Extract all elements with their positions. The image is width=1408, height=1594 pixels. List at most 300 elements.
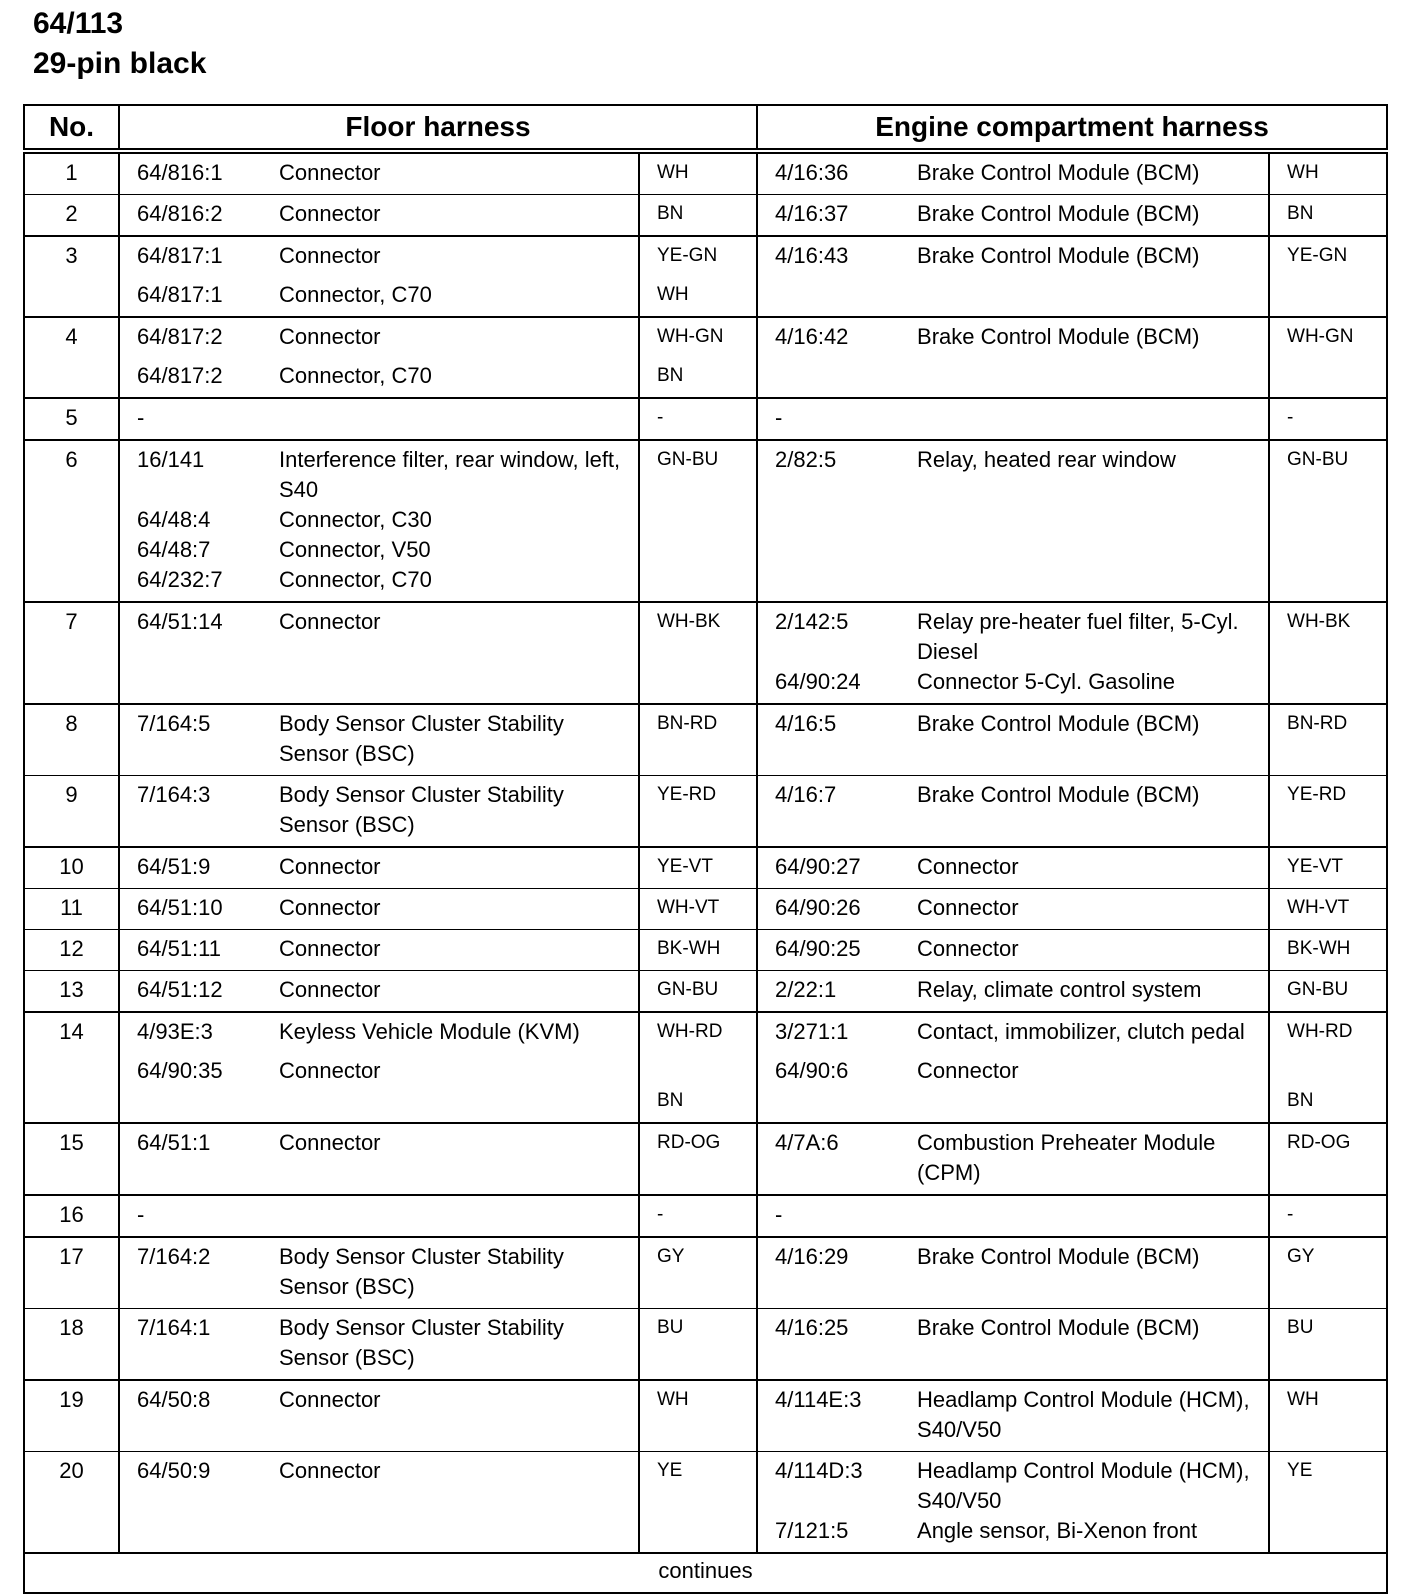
pin-number: 20 (24, 1452, 119, 1554)
floor-part-desc: Connector (279, 854, 381, 879)
engine-part (758, 709, 1268, 739)
floor-part-desc: Body Sensor Cluster Stability Sensor (BSC) (279, 1315, 564, 1370)
floor-parts (119, 1195, 639, 1237)
pin-number: 16 (24, 1195, 119, 1237)
floor-part-desc: Connector, C70 (279, 363, 432, 388)
floor-part-id: 7/164:1 (137, 1315, 211, 1340)
pin-number: 8 (24, 704, 119, 776)
floor-part (120, 1128, 638, 1158)
table-row (24, 602, 1387, 704)
floor-part (120, 780, 638, 840)
floor-part (120, 852, 638, 882)
engine-part-id: 2/82:5 (775, 447, 837, 472)
floor-parts (119, 1123, 639, 1195)
engine-part (758, 1056, 1268, 1086)
floor-part-id: 64/48:7 (137, 537, 211, 562)
engine-part-desc: Brake Control Module (BCM) (917, 160, 1200, 185)
pin-number: 9 (24, 776, 119, 848)
floor-color-1: WH-BK (657, 611, 721, 632)
engine-part (758, 199, 1268, 229)
engine-part-id: 7/121:5 (775, 1518, 849, 1543)
floor-part-desc: Connector (279, 895, 381, 920)
engine-parts (757, 1012, 1269, 1123)
engine-part-desc: Contact, immobilizer, clutch pedal (917, 1019, 1245, 1044)
engine-color-1: - (1287, 1204, 1294, 1225)
engine-color-1: YE-GN (1287, 245, 1348, 266)
table-row (24, 317, 1387, 398)
engine-part-id: 2/22:1 (775, 977, 837, 1002)
floor-wire-color (639, 889, 757, 930)
floor-color-2: WH (657, 284, 689, 305)
engine-wire-color (1269, 776, 1387, 848)
engine-wire-color (1269, 195, 1387, 237)
floor-part-id: 64/51:10 (137, 895, 223, 920)
floor-part (120, 893, 638, 923)
engine-part-id: 4/114E:3 (775, 1387, 862, 1412)
floor-color-1: WH (657, 1389, 689, 1410)
floor-wire-color (639, 236, 757, 317)
table-row (24, 1123, 1387, 1195)
floor-part-desc: Connector (279, 160, 381, 185)
engine-part-id: 4/16:25 (775, 1315, 849, 1340)
engine-part (758, 445, 1268, 475)
floor-part-id: 64/50:9 (137, 1458, 211, 1483)
table-row (24, 1309, 1387, 1381)
floor-part (120, 158, 638, 188)
floor-color-2: BN (657, 365, 684, 386)
table-row (24, 1237, 1387, 1309)
floor-parts (119, 440, 639, 602)
engine-wire-color (1269, 704, 1387, 776)
floor-part-id: 64/51:1 (137, 1130, 211, 1155)
engine-part (758, 667, 1268, 697)
table-row (24, 398, 1387, 440)
floor-part-desc: Connector, C70 (279, 282, 432, 307)
engine-part-desc: Brake Control Module (BCM) (917, 324, 1200, 349)
engine-part-id: - (775, 405, 783, 430)
floor-wire-color (639, 930, 757, 971)
engine-part-desc: Relay, heated rear window (917, 447, 1176, 472)
floor-part (120, 1242, 638, 1302)
engine-wire-color (1269, 1380, 1387, 1452)
floor-wire-color (639, 1452, 757, 1554)
pin-number: 2 (24, 195, 119, 237)
engine-color-1: BK-WH (1287, 938, 1351, 959)
floor-part-desc (279, 403, 638, 433)
engine-part-id: 4/16:37 (775, 201, 849, 226)
floor-part-desc: Connector (279, 1458, 381, 1483)
engine-part (758, 1242, 1268, 1272)
floor-part-desc: Connector (279, 609, 381, 634)
engine-part (758, 1313, 1268, 1343)
engine-color-1: BN-RD (1287, 713, 1348, 734)
engine-parts (757, 1237, 1269, 1309)
engine-color-1: WH (1287, 1389, 1319, 1410)
floor-parts (119, 930, 639, 971)
engine-part (758, 1200, 1268, 1230)
floor-part (120, 565, 638, 595)
table-row (24, 889, 1387, 930)
engine-part-desc: Brake Control Module (BCM) (917, 243, 1200, 268)
engine-part (758, 1385, 1268, 1445)
floor-part-desc: Connector, V50 (279, 537, 431, 562)
floor-part-desc: Connector, C30 (279, 507, 432, 532)
floor-part-desc: Body Sensor Cluster Stability Sensor (BSC) (279, 711, 564, 766)
table-row (24, 1380, 1387, 1452)
engine-wire-color (1269, 151, 1387, 195)
engine-color-1: WH (1287, 162, 1319, 183)
pin-number: 4 (24, 317, 119, 398)
floor-parts (119, 1380, 639, 1452)
engine-part-desc (917, 1200, 1268, 1230)
pin-number: 10 (24, 847, 119, 889)
floor-wire-color (639, 151, 757, 195)
floor-part (120, 361, 638, 391)
engine-part-id: 64/90:6 (775, 1058, 849, 1083)
engine-part-desc: Brake Control Module (BCM) (917, 782, 1200, 807)
floor-color-1: BN (657, 203, 684, 224)
floor-color-1: WH (657, 162, 689, 183)
floor-color-1: RD-OG (657, 1132, 721, 1153)
table-row (24, 930, 1387, 971)
floor-part-id: 7/164:2 (137, 1244, 211, 1269)
engine-part-id: 4/16:43 (775, 243, 849, 268)
floor-part (120, 709, 638, 769)
engine-part-desc: Relay pre-heater fuel filter, 5-Cyl. Diesel (917, 609, 1239, 664)
engine-wire-color (1269, 1012, 1387, 1123)
floor-part-desc: Connector (279, 977, 381, 1002)
engine-part-id: 4/7A:6 (775, 1130, 839, 1155)
pin-number: 5 (24, 398, 119, 440)
floor-part (120, 1017, 638, 1047)
engine-parts (757, 1123, 1269, 1195)
floor-color-1: BK-WH (657, 938, 721, 959)
pin-number: 3 (24, 236, 119, 317)
floor-part-id: 64/51:14 (137, 609, 223, 634)
floor-part-desc: Connector, C70 (279, 567, 432, 592)
floor-part-desc: Connector (279, 1130, 381, 1155)
pin-number: 17 (24, 1237, 119, 1309)
engine-wire-color (1269, 440, 1387, 602)
engine-wire-color (1269, 971, 1387, 1013)
engine-part (758, 158, 1268, 188)
floor-part-id: 64/817:2 (137, 324, 223, 349)
floor-part (120, 607, 638, 637)
engine-parts (757, 317, 1269, 398)
engine-part-desc: Connector (917, 1058, 1019, 1083)
floor-wire-color (639, 195, 757, 237)
floor-parts (119, 398, 639, 440)
floor-part-id: - (137, 1202, 145, 1227)
engine-wire-color (1269, 236, 1387, 317)
floor-part (120, 1313, 638, 1373)
engine-part (758, 975, 1268, 1005)
engine-color-1: WH-GN (1287, 326, 1354, 347)
floor-part-id: 64/817:2 (137, 363, 223, 388)
engine-color-1: BN (1287, 203, 1314, 224)
engine-parts (757, 398, 1269, 440)
floor-part-desc: Connector (279, 201, 381, 226)
floor-color-1: WH-RD (657, 1021, 723, 1042)
floor-part (120, 505, 638, 535)
pin-number: 15 (24, 1123, 119, 1195)
floor-parts (119, 1012, 639, 1123)
floor-color-1: BN-RD (657, 713, 718, 734)
floor-color-1: YE-RD (657, 784, 717, 805)
engine-part-id: 3/271:1 (775, 1019, 849, 1044)
floor-part-id: 16/141 (137, 447, 205, 472)
engine-wire-color (1269, 847, 1387, 889)
floor-color-1: GN-BU (657, 449, 719, 470)
table-row (24, 440, 1387, 602)
floor-part-id: 64/817:1 (137, 282, 223, 307)
engine-part (758, 322, 1268, 352)
engine-part-desc: Brake Control Module (BCM) (917, 711, 1200, 736)
floor-part-desc (279, 1200, 638, 1230)
engine-part-id: 64/90:25 (775, 936, 861, 961)
floor-wire-color (639, 971, 757, 1013)
table-row (24, 1452, 1387, 1554)
floor-parts (119, 889, 639, 930)
engine-wire-color (1269, 1237, 1387, 1309)
floor-color-2: BN (657, 1090, 684, 1111)
floor-part (120, 403, 638, 433)
engine-part-desc: Combustion Preheater Module (CPM) (917, 1130, 1216, 1185)
engine-wire-color (1269, 1309, 1387, 1381)
engine-part-id: 4/16:42 (775, 324, 849, 349)
engine-part-id: 4/16:7 (775, 782, 837, 807)
engine-wire-color (1269, 889, 1387, 930)
floor-parts (119, 971, 639, 1013)
footer-row (24, 1553, 1387, 1593)
engine-part-desc: Connector (917, 895, 1019, 920)
engine-part (758, 893, 1268, 923)
table-row (24, 236, 1387, 317)
floor-wire-color (639, 398, 757, 440)
floor-part-desc: Connector (279, 1387, 381, 1412)
floor-part-id: 64/51:9 (137, 854, 211, 879)
floor-wire-color (639, 1380, 757, 1452)
engine-part (758, 934, 1268, 964)
table-row (24, 1195, 1387, 1237)
engine-parts (757, 704, 1269, 776)
pin-number: 18 (24, 1309, 119, 1381)
floor-color-1: GY (657, 1246, 685, 1267)
engine-parts (757, 971, 1269, 1013)
pin-number: 6 (24, 440, 119, 602)
engine-part-desc: Angle sensor, Bi-Xenon front (917, 1518, 1198, 1543)
floor-part-id: 7/164:3 (137, 782, 211, 807)
table-row (24, 195, 1387, 237)
floor-parts (119, 704, 639, 776)
engine-parts (757, 1195, 1269, 1237)
engine-part-desc: Connector (917, 854, 1019, 879)
engine-parts (757, 236, 1269, 317)
floor-parts (119, 236, 639, 317)
floor-part-desc: Connector (279, 324, 381, 349)
engine-parts (757, 1380, 1269, 1452)
pin-number: 19 (24, 1380, 119, 1452)
floor-parts (119, 1309, 639, 1381)
floor-part-id: - (137, 405, 145, 430)
pin-number: 11 (24, 889, 119, 930)
header-floor-harness: Floor harness (119, 105, 757, 151)
floor-parts (119, 1237, 639, 1309)
engine-parts (757, 151, 1269, 195)
floor-wire-color (639, 317, 757, 398)
floor-part (120, 280, 638, 310)
engine-part (758, 1017, 1268, 1047)
floor-wire-color (639, 1309, 757, 1381)
engine-part (758, 241, 1268, 271)
floor-part-id: 7/164:5 (137, 711, 211, 736)
engine-wire-color (1269, 1452, 1387, 1554)
engine-part-desc: Brake Control Module (BCM) (917, 1315, 1200, 1340)
page-title: 64/113 (33, 7, 124, 40)
engine-part-desc: Connector (917, 936, 1019, 961)
engine-color-1: - (1287, 407, 1294, 428)
engine-color-1: GN-BU (1287, 979, 1349, 1000)
engine-color-1: WH-RD (1287, 1021, 1353, 1042)
floor-wire-color (639, 847, 757, 889)
header-engine-harness: Engine compartment harness (757, 105, 1387, 151)
table-row (24, 776, 1387, 848)
engine-parts (757, 776, 1269, 848)
header-row (24, 105, 1387, 151)
engine-parts (757, 602, 1269, 704)
floor-part (120, 975, 638, 1005)
engine-part-desc (917, 403, 1268, 433)
floor-part-id: 64/90:35 (137, 1058, 223, 1083)
floor-part-desc: Body Sensor Cluster Stability Sensor (BSC) (279, 1244, 564, 1299)
floor-part-id: 64/816:1 (137, 160, 223, 185)
engine-color-1: YE-VT (1287, 856, 1343, 877)
floor-wire-color (639, 1012, 757, 1123)
engine-part-id: 4/16:29 (775, 1244, 849, 1269)
engine-color-2: BN (1287, 1090, 1314, 1111)
engine-part-id: 4/16:5 (775, 711, 837, 736)
floor-part-id: 64/232:7 (137, 567, 223, 592)
engine-color-1: BU (1287, 1317, 1314, 1338)
pin-number: 7 (24, 602, 119, 704)
floor-color-1: WH-VT (657, 897, 720, 918)
floor-part-id: 64/48:4 (137, 507, 211, 532)
engine-color-1: GN-BU (1287, 449, 1349, 470)
engine-part-desc: Brake Control Module (BCM) (917, 1244, 1200, 1269)
engine-part-desc: Connector 5-Cyl. Gasoline (917, 669, 1176, 694)
engine-part-desc: Headlamp Control Module (HCM), S40/V50 (917, 1458, 1250, 1513)
engine-part (758, 403, 1268, 433)
floor-color-1: YE-GN (657, 245, 718, 266)
floor-wire-color (639, 1195, 757, 1237)
floor-part-id: 4/93E:3 (137, 1019, 213, 1044)
floor-color-1: - (657, 407, 664, 428)
floor-wire-color (639, 1123, 757, 1195)
engine-part (758, 852, 1268, 882)
engine-part (758, 780, 1268, 810)
floor-part (120, 1056, 638, 1086)
engine-part (758, 607, 1268, 667)
engine-parts (757, 930, 1269, 971)
floor-parts (119, 776, 639, 848)
engine-parts (757, 847, 1269, 889)
table-row (24, 971, 1387, 1013)
engine-part-id: 64/90:26 (775, 895, 861, 920)
engine-wire-color (1269, 317, 1387, 398)
floor-color-1: - (657, 1204, 664, 1225)
floor-parts (119, 1452, 639, 1554)
floor-part (120, 322, 638, 352)
floor-color-1: GN-BU (657, 979, 719, 1000)
table-row (24, 1012, 1387, 1123)
table-body (24, 151, 1387, 1553)
engine-parts (757, 440, 1269, 602)
floor-part (120, 535, 638, 565)
floor-wire-color (639, 704, 757, 776)
continues-note: continues (24, 1553, 1387, 1593)
floor-part-id: 64/51:12 (137, 977, 223, 1002)
pin-table (23, 104, 1388, 1594)
engine-part-id: 4/114D:3 (775, 1458, 863, 1483)
engine-part (758, 1516, 1268, 1546)
engine-color-1: YE (1287, 1460, 1313, 1481)
engine-wire-color (1269, 1195, 1387, 1237)
engine-part-id: 2/142:5 (775, 609, 849, 634)
floor-part (120, 445, 638, 505)
floor-wire-color (639, 602, 757, 704)
floor-wire-color (639, 440, 757, 602)
floor-color-1: YE (657, 1460, 683, 1481)
engine-parts (757, 195, 1269, 237)
floor-color-1: BU (657, 1317, 684, 1338)
floor-color-1: YE-VT (657, 856, 713, 877)
floor-part-desc: Connector (279, 243, 381, 268)
floor-parts (119, 602, 639, 704)
pin-number: 1 (24, 151, 119, 195)
floor-part-desc: Connector (279, 1058, 381, 1083)
engine-part-desc: Brake Control Module (BCM) (917, 201, 1200, 226)
engine-part (758, 1456, 1268, 1516)
floor-part-id: 64/817:1 (137, 243, 223, 268)
floor-part-desc: Interference filter, rear window, left, S40 (279, 447, 621, 502)
floor-wire-color (639, 776, 757, 848)
floor-part-id: 64/50:8 (137, 1387, 211, 1412)
floor-part (120, 241, 638, 271)
table-row (24, 151, 1387, 195)
floor-parts (119, 317, 639, 398)
engine-color-1: WH-BK (1287, 611, 1351, 632)
pin-number: 14 (24, 1012, 119, 1123)
engine-part-id: 64/90:27 (775, 854, 861, 879)
floor-part (120, 934, 638, 964)
engine-part-id: - (775, 1202, 783, 1227)
floor-part-desc: Body Sensor Cluster Stability Sensor (BSC) (279, 782, 564, 837)
floor-parts (119, 847, 639, 889)
engine-parts (757, 1309, 1269, 1381)
engine-wire-color (1269, 930, 1387, 971)
engine-parts (757, 1452, 1269, 1554)
floor-part-desc: Connector (279, 936, 381, 961)
pin-number: 13 (24, 971, 119, 1013)
engine-wire-color (1269, 602, 1387, 704)
floor-part (120, 199, 638, 229)
engine-part-desc: Relay, climate control system (917, 977, 1202, 1002)
engine-color-1: GY (1287, 1246, 1315, 1267)
floor-color-1: WH-GN (657, 326, 724, 347)
floor-wire-color (639, 1237, 757, 1309)
floor-parts (119, 151, 639, 195)
engine-part-desc: Headlamp Control Module (HCM), S40/V50 (917, 1387, 1250, 1442)
